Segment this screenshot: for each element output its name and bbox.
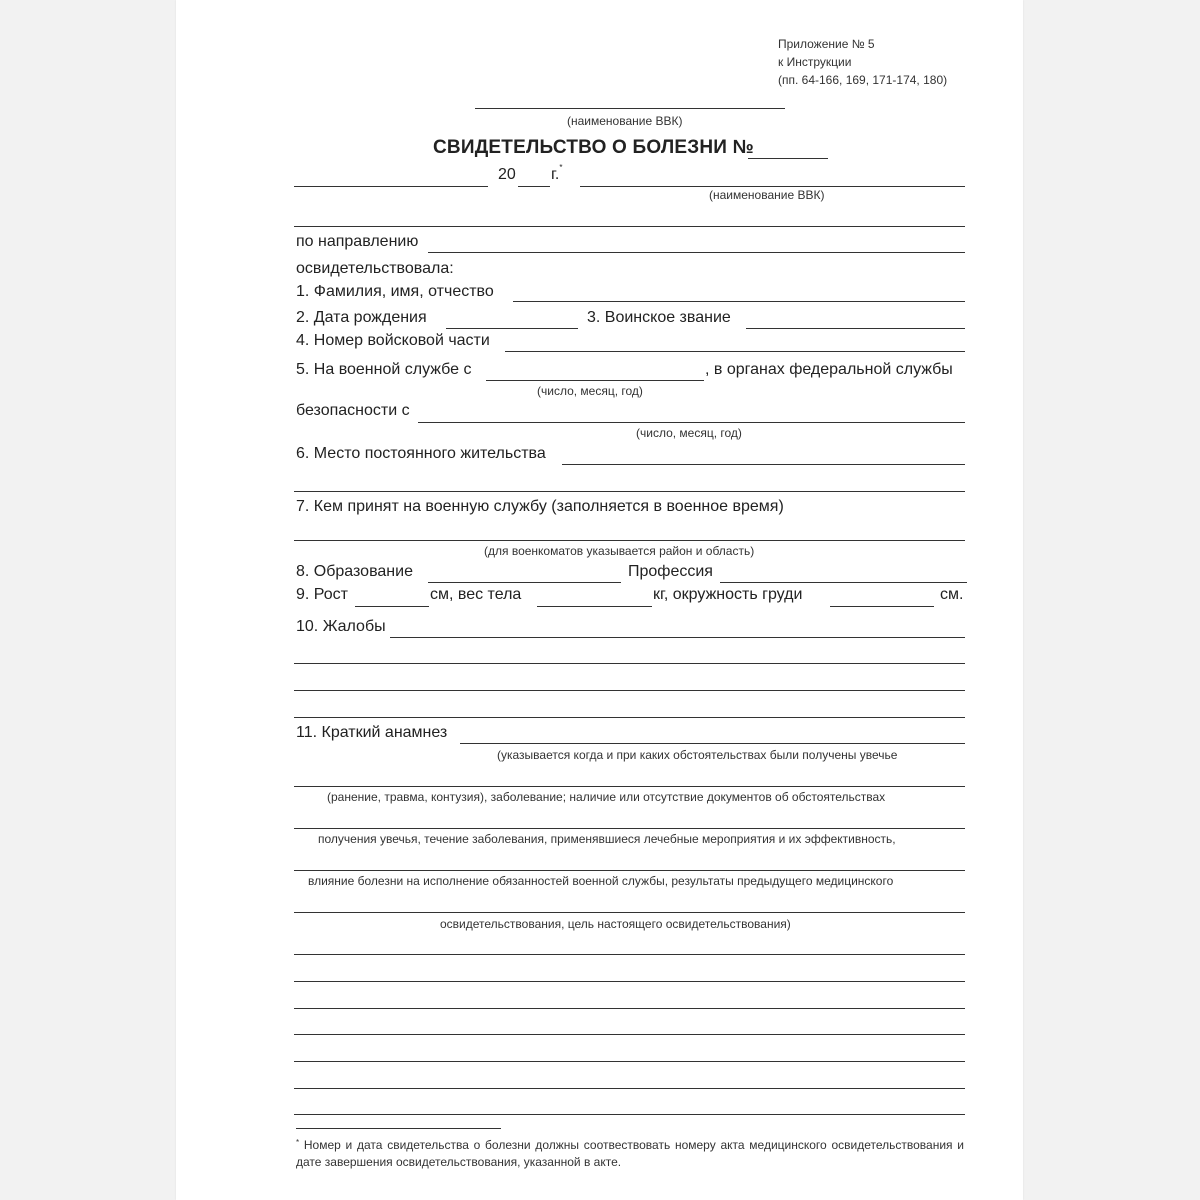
date-hint-1: (число, месяц, год): [537, 384, 643, 398]
residence-field[interactable]: [562, 464, 965, 465]
residence-label: 6. Место постоянного жительства: [296, 445, 546, 462]
security-since-field[interactable]: [418, 422, 965, 423]
weight-field[interactable]: [537, 606, 652, 607]
security-since-label: безопасности с: [296, 402, 410, 419]
profession-label: Профессия: [628, 563, 713, 580]
year-prefix: 20: [498, 166, 516, 183]
height-field[interactable]: [355, 606, 429, 607]
anamnesis-hint-5: освидетельствования, цель настоящего освидетельствования): [440, 917, 791, 931]
blank-line[interactable]: [294, 1114, 965, 1115]
unit-number-field[interactable]: [505, 351, 965, 352]
education-field[interactable]: [428, 582, 621, 583]
residence-field-2[interactable]: [294, 491, 965, 492]
anamnesis-hint-3: получения увечья, течение заболевания, применявшиеся лечебные мероприятия и их эффективность,: [318, 832, 896, 846]
vvk-name-field[interactable]: [475, 108, 785, 109]
birth-date-field[interactable]: [446, 328, 578, 329]
anamnesis-hint-2: (ранение, травма, контузия), заболевание; наличие или отсутствие документов об обстоятельствах: [327, 790, 886, 804]
blank-line[interactable]: [294, 954, 965, 955]
asterisk-mark: *: [559, 163, 563, 172]
weight-label: см, вес тела: [430, 586, 522, 603]
complaints-field[interactable]: [390, 637, 965, 638]
anamnesis-field-4[interactable]: [294, 870, 965, 871]
appendix-line-3: (пп. 64-166, 169, 171-174, 180): [778, 73, 948, 87]
full-name-field[interactable]: [513, 301, 965, 302]
enlisted-by-hint: (для военкоматов указывается район и область): [484, 544, 755, 558]
vvk-name-hint-1: (наименование ВВК): [567, 114, 683, 128]
anamnesis-field-2[interactable]: [294, 786, 965, 787]
military-rank-label: 3. Воинское звание: [587, 309, 731, 326]
enlisted-by-field[interactable]: [294, 540, 965, 541]
blank-line[interactable]: [294, 226, 965, 227]
footnote-asterisk: *: [296, 1138, 300, 1147]
full-name-label: 1. Фамилия, имя, отчество: [296, 283, 494, 300]
birth-date-label: 2. Дата рождения: [296, 309, 427, 326]
blank-line[interactable]: [294, 1088, 965, 1089]
anamnesis-hint-1: (указывается когда и при каких обстоятельствах были получены увечье: [497, 748, 898, 762]
blank-line[interactable]: [294, 1061, 965, 1062]
unit-number-label: 4. Номер войсковой части: [296, 332, 490, 349]
year-suffix: г.*: [551, 163, 563, 183]
complaints-label: 10. Жалобы: [296, 618, 386, 635]
complaints-field-4[interactable]: [294, 717, 965, 718]
by-direction-field[interactable]: [428, 252, 965, 253]
certificate-number-field[interactable]: [748, 158, 828, 159]
fsb-service-label: , в органах федеральной службы: [705, 361, 953, 378]
chest-unit-label: см.: [940, 586, 964, 603]
anamnesis-label: 11. Краткий анамнез: [296, 724, 448, 741]
chest-label: кг, окружность груди: [653, 586, 803, 603]
anamnesis-hint-4: влияние болезни на исполнение обязанностей военной службы, результаты предыдущего медицинского: [308, 874, 894, 888]
appendix-line-2: к Инструкции: [778, 55, 852, 69]
anamnesis-field-5[interactable]: [294, 912, 965, 913]
document-title: СВИДЕТЕЛЬСТВО О БОЛЕЗНИ №: [433, 137, 755, 158]
service-since-field[interactable]: [486, 380, 704, 381]
examined-label: освидетельствовала:: [296, 260, 454, 277]
complaints-field-3[interactable]: [294, 690, 965, 691]
complaints-field-2[interactable]: [294, 663, 965, 664]
date-day-month-field[interactable]: [294, 186, 488, 187]
by-direction-label: по направлению: [296, 233, 419, 250]
blank-line[interactable]: [294, 981, 965, 982]
year-field[interactable]: [518, 186, 550, 187]
vvk-name-hint-2: (наименование ВВК): [709, 188, 825, 202]
date-hint-2: (число, месяц, год): [636, 426, 742, 440]
anamnesis-field-3[interactable]: [294, 828, 965, 829]
height-label: 9. Рост: [296, 586, 348, 603]
footnote-text: Номер и дата свидетельства о болезни должны соотвествовать номеру акта медицинского освидетельствования и дате завершения освидетельствования, указанной в акте.: [296, 1138, 964, 1169]
footnote-separator: [296, 1128, 501, 1129]
anamnesis-field[interactable]: [460, 743, 965, 744]
blank-line[interactable]: [294, 1008, 965, 1009]
vvk-name-field-2[interactable]: [580, 186, 965, 187]
military-rank-field[interactable]: [746, 328, 965, 329]
blank-line[interactable]: [294, 1034, 965, 1035]
appendix-line-1: Приложение № 5: [778, 37, 875, 51]
enlisted-by-label: 7. Кем принят на военную службу (заполняется в военное время): [296, 498, 784, 515]
footnote: [296, 1137, 964, 1171]
service-since-label: 5. На военной службе с: [296, 361, 472, 378]
profession-field[interactable]: [720, 582, 967, 583]
education-label: 8. Образование: [296, 563, 413, 580]
chest-field[interactable]: [830, 606, 934, 607]
